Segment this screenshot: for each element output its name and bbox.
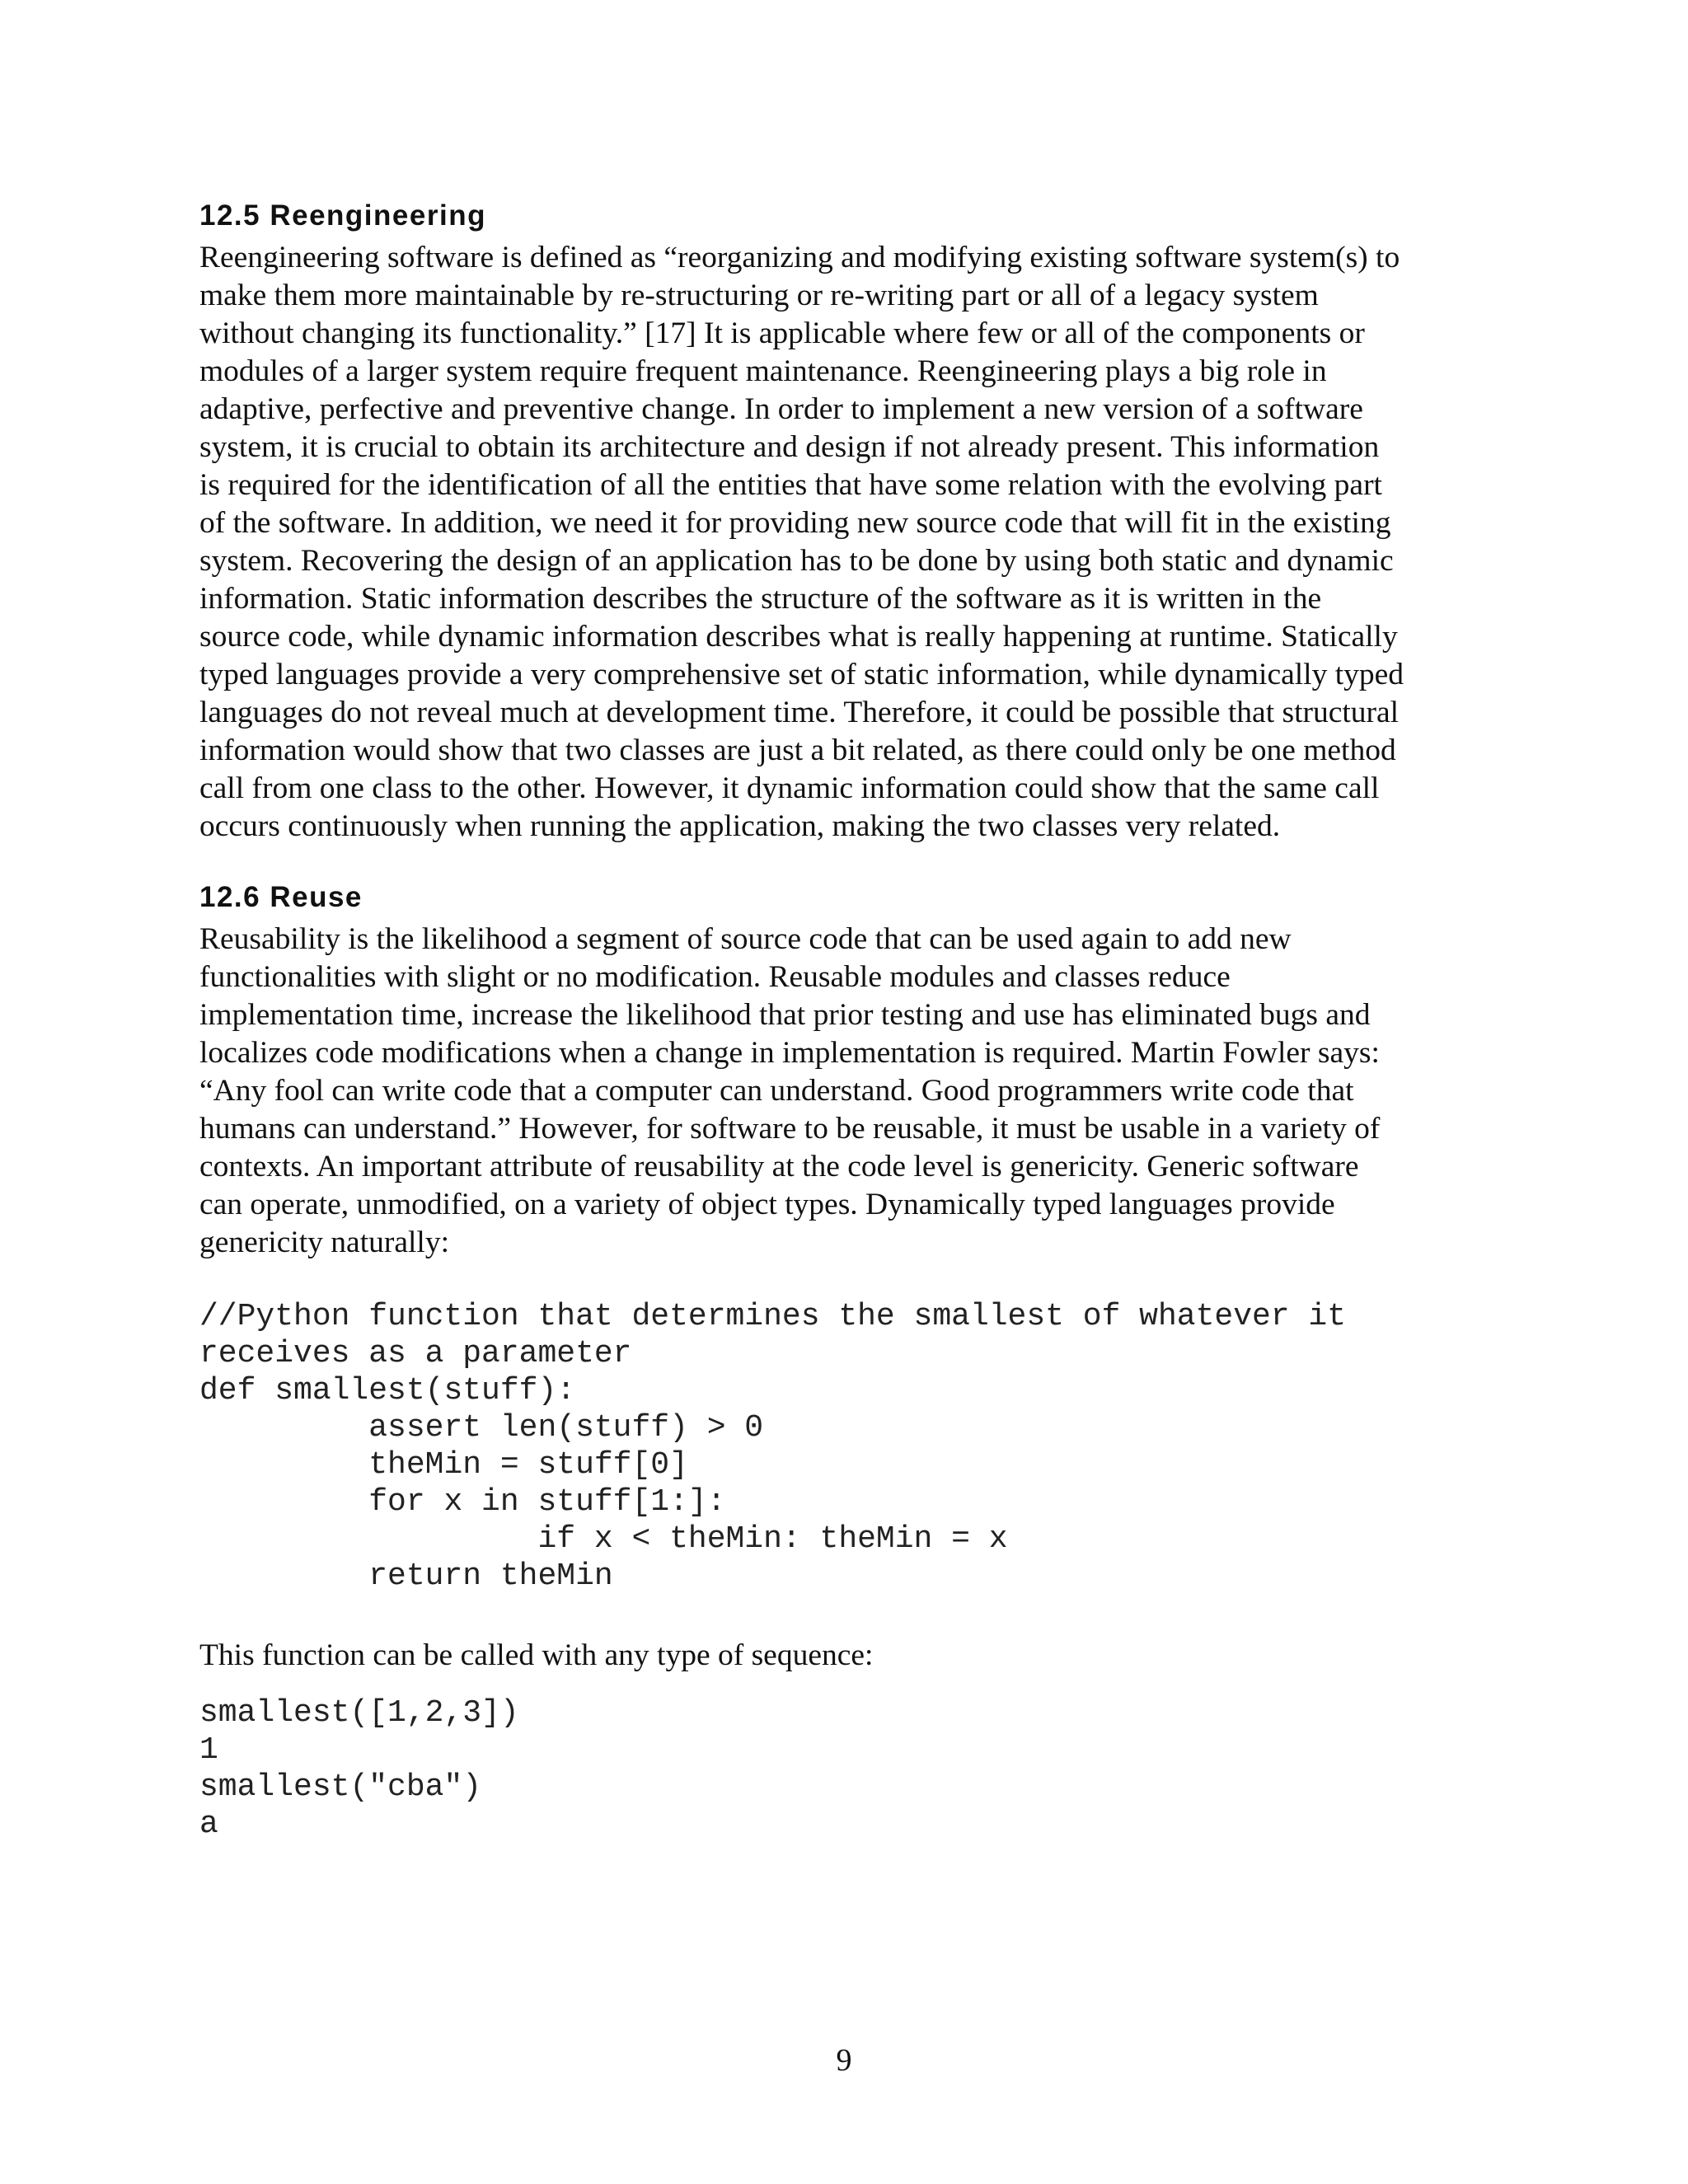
text-line: call from one class to the other. However, it dynamic information could show that the same call — [199, 771, 1380, 805]
text-line: “Any fool can write code that a computer can understand. Good programmers write code that — [199, 1074, 1354, 1108]
code-line: //Python function that determines the smallest of whatever it — [199, 1299, 1347, 1334]
text-line: Reengineering software is defined as “reorganizing and modifying existing software system(s) to — [199, 241, 1400, 274]
text-line: languages do not reveal much at development time. Therefore, it could be possible that structural — [199, 696, 1400, 729]
text-line: system, it is crucial to obtain its architecture and design if not already present. This information — [199, 430, 1380, 464]
call-intro-text — [199, 1637, 1502, 1675]
text-line: of the software. In addition, we need it for providing new source code that will fit in the existing — [199, 506, 1391, 540]
code-line: assert len(stuff) > 0 — [199, 1410, 764, 1446]
text-line: make them more maintainable by re-structuring or re-writing part or all of a legacy system — [199, 279, 1319, 312]
text-line: typed languages provide a very comprehensive set of static information, while dynamically typed — [199, 658, 1404, 691]
text-line: is required for the identification of all the entities that have some relation with the evolving part — [199, 468, 1382, 502]
text-line: Reusability is the likelihood a segment of source code that can be used again to add new — [199, 922, 1292, 956]
text-line: can operate, unmodified, on a variety of object types. Dynamically typed languages provide — [199, 1188, 1335, 1221]
text-line: functionalities with slight or no modification. Reusable modules and classes reduce — [199, 960, 1231, 994]
text-line: source code, while dynamic information describes what is really happening at runtime. Statically — [199, 620, 1398, 654]
code-line: return theMin — [199, 1558, 613, 1594]
code-line: for x in stuff[1:]: — [199, 1484, 726, 1520]
text-line: genericity naturally: — [199, 1226, 450, 1259]
section-heading-reengineering: 12.5 Reengineering — [199, 199, 486, 232]
code-line: if x < theMin: theMin = x — [199, 1521, 1008, 1557]
code-line: theMin = stuff[0] — [199, 1447, 688, 1483]
code-line: receives as a parameter — [199, 1336, 632, 1371]
text-line: modules of a larger system require frequent maintenance. Reengineering plays a big role in — [199, 354, 1327, 388]
text-line: contexts. An important attribute of reusability at the code level is genericity. Generic software — [199, 1150, 1359, 1183]
code-line: smallest("cba") — [199, 1769, 482, 1805]
text-line: information. Static information describes the structure of the software as it is written in the — [199, 582, 1322, 616]
text-line: system. Recovering the design of an application has to be done by using both static and dynamic — [199, 544, 1394, 578]
text-line: adaptive, perfective and preventive change. In order to implement a new version of a software — [199, 392, 1363, 426]
code-line: smallest([1,2,3]) — [199, 1695, 519, 1731]
section-heading-reuse: 12.6 Reuse — [199, 881, 363, 913]
paragraph-reuse — [199, 921, 1502, 1262]
text-line: occurs continuously when running the application, making the two classes very related. — [199, 809, 1281, 843]
code-line: def smallest(stuff): — [199, 1373, 576, 1408]
page-number: 9 — [836, 2043, 852, 2078]
code-line: a — [199, 1807, 218, 1842]
code-line: 1 — [199, 1732, 218, 1768]
text-line: implementation time, increase the likelihood that prior testing and use has eliminated bugs and — [199, 998, 1371, 1032]
code-block-smallest-function — [199, 1298, 1346, 1595]
code-block-calls — [199, 1694, 519, 1843]
text-line: This function can be called with any type of sequence: — [199, 1638, 874, 1672]
text-line: localizes code modifications when a change in implementation is required. Martin Fowler says: — [199, 1036, 1380, 1070]
text-line: information would show that two classes are just a bit related, as there could only be one method — [199, 733, 1396, 767]
text-line: humans can understand.” However, for software to be reusable, it must be usable in a variety of — [199, 1112, 1381, 1146]
paragraph-reengineering — [199, 239, 1502, 846]
text-line: without changing its functionality.” [17] It is applicable where few or all of the components or — [199, 316, 1365, 350]
